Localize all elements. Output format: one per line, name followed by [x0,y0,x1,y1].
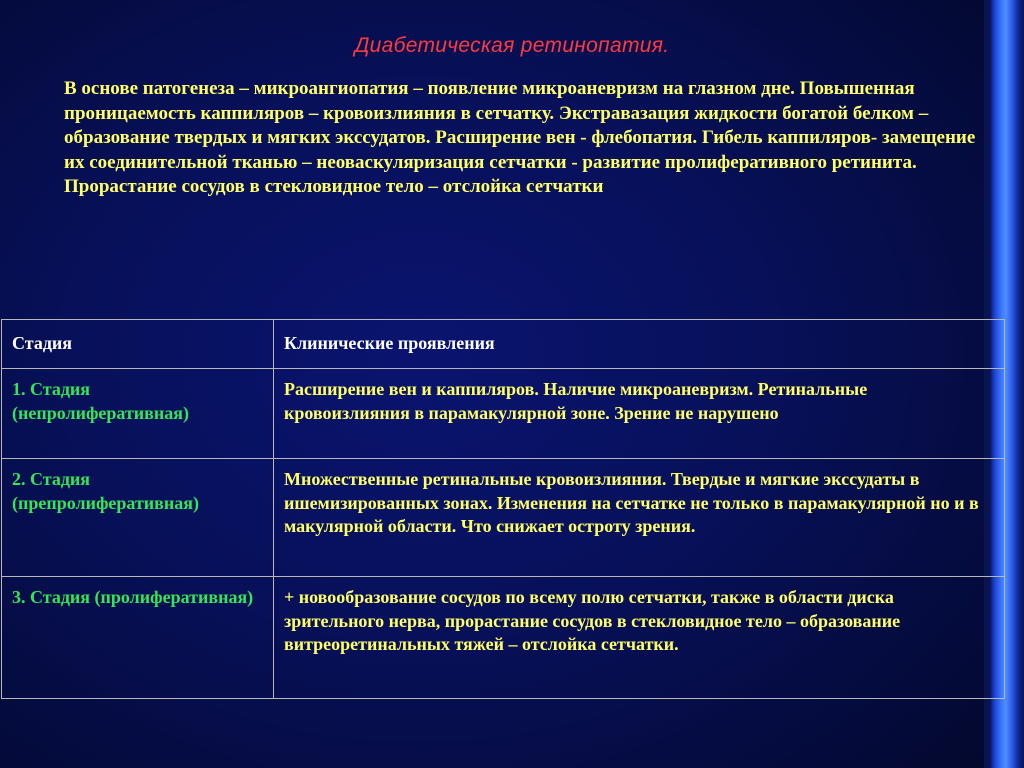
header-clinical: Клинические проявления [274,320,1005,369]
stages-table [1,319,1005,699]
stage-cell: 2. Стадия (препролиферативная) [2,459,274,577]
header-stage: Стадия [2,320,274,369]
table-row [2,459,1005,577]
intro-paragraph: В основе патогенеза – микроангиопатия – появление микроаневризм на глазном дне. Повышенная проницаемость каппиляров – кровоизлияния в сетчатку. Экстравазация жидкости богатой белком – образование твердых и мягких экссудатов. Расширение вен - флебопатия. Гибель каппиляров- замещение их соединительной тканью – неоваскуляризация сетчатки - развитие пролиферативного ретинита. Прорастание сосудов в стекловидное тело – отслойка сетчатки [64,78,976,198]
stage-cell: 1. Стадия (непролиферативная) [2,369,274,459]
table-header-row [2,320,1005,369]
description-cell: + новообразование сосудов по всему полю сетчатки, также в области диска зрительного нерва, прорастание сосудов в стекловидное тело – образование витреоретинальных тяжей – отслойка сетчатки. [274,577,1005,699]
description-cell: Расширение вен и каппиляров. Наличие микроаневризм. Ретинальные кровоизлияния в парамакулярной зоне. Зрение не нарушено [274,369,1005,459]
stage-cell: 3. Стадия (пролиферативная) [2,577,274,699]
table-row [2,577,1005,699]
table-row [2,369,1005,459]
description-cell: Множественные ретинальные кровоизлияния. Твердые и мягкие экссудаты в ишемизированных зонах. Изменения на сетчатке не только в парамакулярной но и в макулярной области. Что снижает остроту зрения. [274,459,1005,577]
slide-title: Диабетическая ретинопатия. [354,34,670,57]
